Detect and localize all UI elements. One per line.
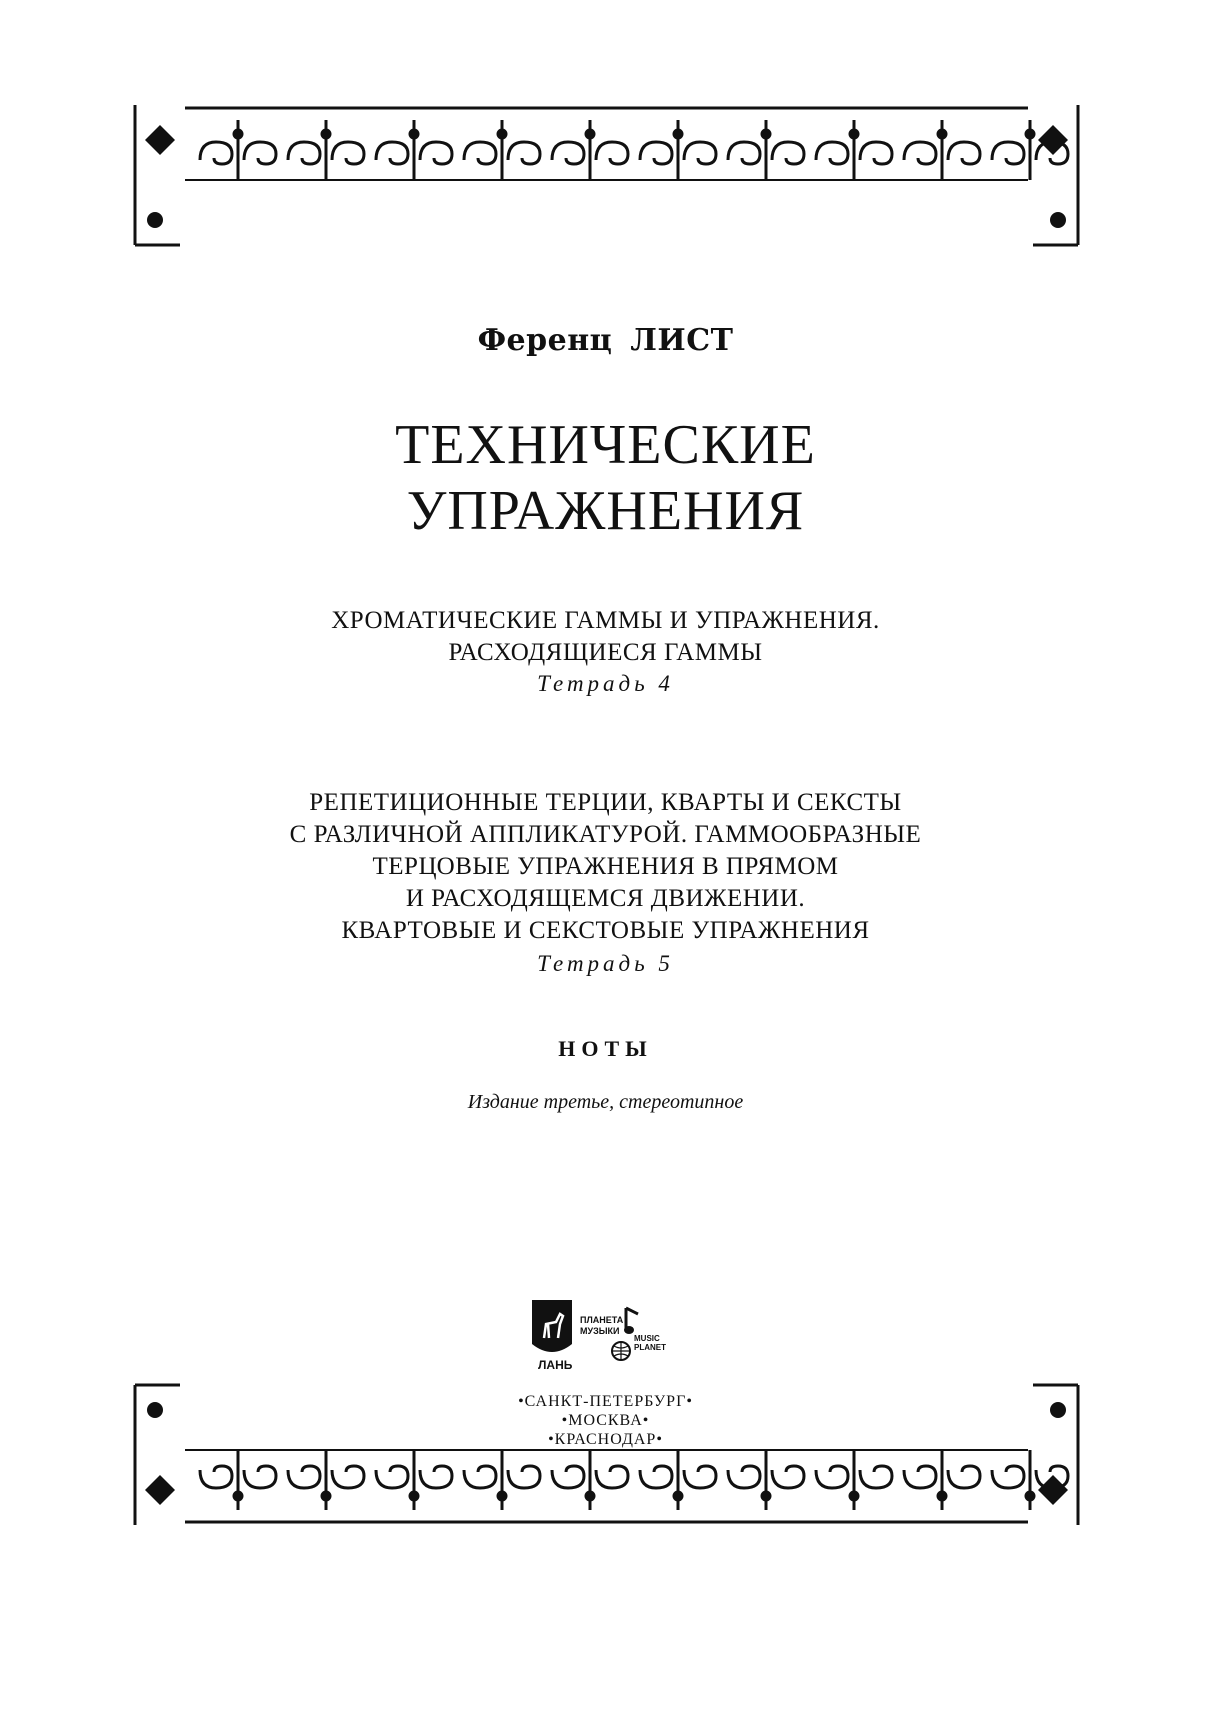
part5-line-5: КВАРТОВЫЕ И СЕКСТОВЫЕ УПРАЖНЕНИЯ bbox=[341, 917, 870, 944]
bottom-ornament-icon bbox=[125, 1380, 1088, 1530]
page-title bbox=[0, 412, 1211, 544]
planeta-label bbox=[580, 1315, 623, 1337]
deer-logo-icon bbox=[530, 1300, 574, 1360]
genre-label: НОТЫ bbox=[558, 1036, 653, 1061]
title-line-1: ТЕХНИЧЕСКИЕ bbox=[395, 414, 816, 476]
globe-icon bbox=[610, 1340, 632, 1362]
author-name bbox=[0, 323, 1211, 358]
music-planet-line-2: PLANET bbox=[634, 1343, 666, 1352]
music-planet-label bbox=[634, 1334, 666, 1352]
notebook-4-label: Тетрадь 4 bbox=[537, 671, 674, 696]
part4-line-2: РАСХОДЯЩИЕСЯ ГАММЫ bbox=[448, 639, 763, 666]
top-ornament-icon bbox=[125, 100, 1088, 250]
city-moscow: •МОСКВА• bbox=[561, 1412, 650, 1429]
city-krasnodar: •КРАСНОДАР• bbox=[548, 1431, 663, 1448]
music-planet-line-1: MUSIC bbox=[634, 1334, 660, 1343]
author-last-name: ЛИСТ bbox=[630, 323, 734, 358]
part4-line-1: ХРОМАТИЧЕСКИЕ ГАММЫ И УПРАЖНЕНИЯ. bbox=[331, 607, 880, 634]
city-saint-petersburg: •САНКТ-ПЕТЕРБУРГ• bbox=[518, 1393, 693, 1410]
part5-line-1: РЕПЕТИЦИОННЫЕ ТЕРЦИИ, КВАРТЫ И СЕКСТЫ bbox=[309, 789, 902, 816]
part5-line-2: С РАЗЛИЧНОЙ АППЛИКАТУРОЙ. ГАММООБРАЗНЫЕ bbox=[289, 821, 922, 848]
part4-subtitle bbox=[0, 605, 1211, 669]
part5-line-3: ТЕРЦОВЫЕ УПРАЖНЕНИЯ В ПРЯМОМ bbox=[372, 853, 839, 880]
publisher-name: ЛАНЬ bbox=[538, 1358, 573, 1372]
part5-line-4: И РАСХОДЯЩЕМСЯ ДВИЖЕНИИ. bbox=[405, 885, 806, 912]
notebook-5-label: Тетрадь 5 bbox=[537, 951, 674, 976]
part5-subtitle bbox=[0, 787, 1211, 947]
planeta-line-2: МУЗЫКИ bbox=[580, 1326, 620, 1336]
edition-label: Издание третье, стереотипное bbox=[467, 1091, 744, 1113]
title-line-2: УПРАЖНЕНИЯ bbox=[406, 480, 805, 542]
publisher-logo bbox=[530, 1300, 680, 1375]
music-note-logo-icon bbox=[622, 1306, 642, 1336]
planeta-line-1: ПЛАНЕТА bbox=[580, 1315, 624, 1325]
author-first-name: Ференц bbox=[477, 323, 613, 358]
